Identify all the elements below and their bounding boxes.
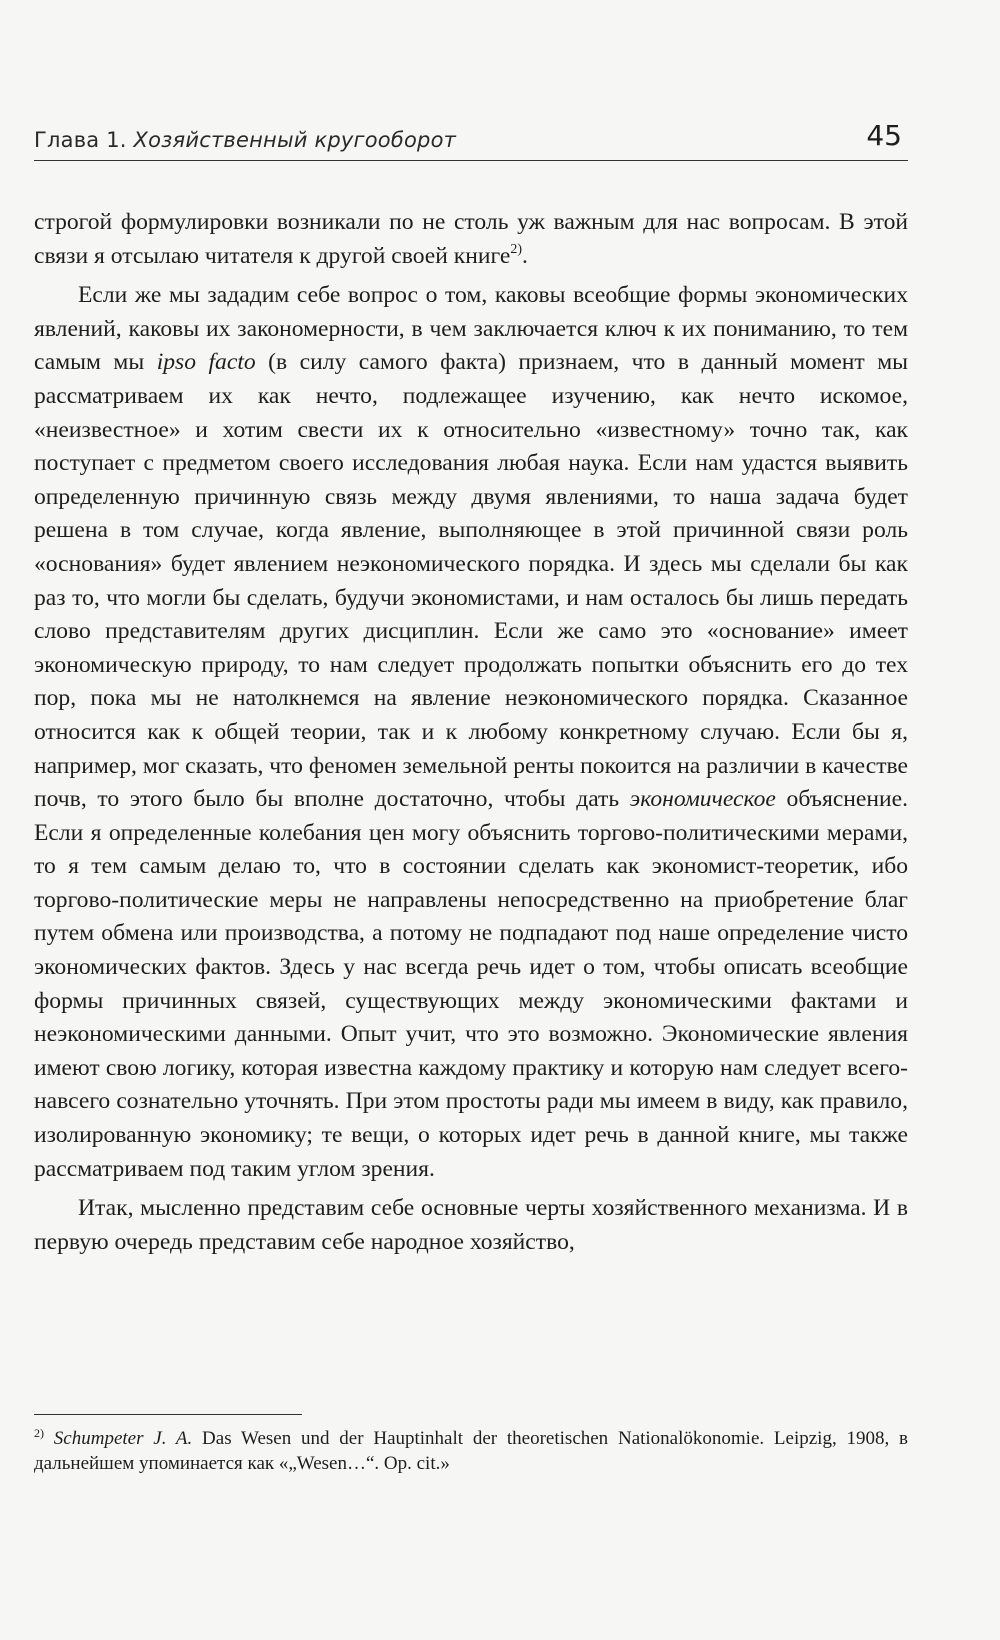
footnote-author: Schumpeter J. A. — [53, 1428, 193, 1449]
chapter-label: Глава 1. — [34, 128, 127, 152]
paragraph-3 — [34, 1192, 908, 1259]
paragraph-2-part-a: Если же мы зададим себе вопрос о том, каковы всеобщие формы экономических явлений, каковы их закономерности, в чем заключается ключ к их пониманию, то тем самым мы — [34, 282, 908, 376]
page-number: 45 — [866, 119, 902, 152]
footnote — [34, 1426, 908, 1476]
ipso-facto-italic: ipso facto — [156, 349, 256, 376]
main-text — [34, 206, 908, 1259]
paragraph-1-end: . — [522, 242, 528, 269]
paragraph-1-text: строгой формулировки возникали по не столь уж важным для нас вопросам. В этой связи я отсылаю читателя к другой своей книге — [34, 209, 908, 269]
paragraph-2 — [34, 279, 908, 1186]
footnote-text: Das Wesen und der Hauptinhalt der theoretischen Nationalökonomie. Leipzig, 1908, в дальнейшем упоминается как «„Wesen…“. Op. cit.» — [34, 1428, 909, 1474]
chapter-title: Хозяйственный кругооборот — [133, 128, 457, 152]
paragraph-1 — [34, 206, 908, 273]
paragraph-2-part-b: (в силу самого факта) признаем, что в данный момент мы рассматриваем их как нечто, подлежащее изучению, как нечто искомое, «неизвестное» и хотим свести их к относительно «известному» точно так, как поступает с предметом своего исследования любая наука. Если нам удастся выявить определенную причинную связь между двумя явлениями, то наша задача будет решена в том случае, когда явление, выполняющее в этой причинной связи роль «основания» будет явлением неэкономического порядка. И здесь мы сделали бы как раз то, что могли бы сделать, будучи экономистами, и нам осталось бы лишь передать слово представителям других дисциплин. Если же само это «основание» имеет экономическую природу, то нам следует продолжать попытки объяснить его до тех пор, пока мы не натолкнемся на явление неэкономического порядка. Сказанное относится как к общей теории, так и к любому конкретному случаю. Если бы я, например, мог сказать, что феномен земельной ренты покоится на различии в качестве почв, то этого было бы вполне достаточно, чтобы дать — [34, 349, 909, 813]
economic-emphasis-italic: экономическое — [629, 786, 776, 813]
chapter-heading — [34, 128, 456, 152]
paragraph-2-part-c: объяснение. Если я определенные колебания цен могу объяснить торгово-политическими мерами, то я тем самым делаю то, что в состоянии сделать как экономист-теоретик, ибо торгово-политические меры не направлены непосредственно на приобретение благ путем обмена или производства, а потому не подпадают под наше определение чисто экономических фактов. Здесь у нас всегда речь идет о том, чтобы описать всеобщие формы причинных связей, существующих между экономическими фактами и неэкономическими данными. Опыт учит, что это возможно. Экономические явления имеют свою логику, которая известна каждому практику и которую нам следует всего-навсего сознательно уточнять. При этом простоты ради мы имеем в виду, как правило, изолированную экономику; те вещи, о которых идет речь в данной книге, мы также рассматриваем под таким углом зрения. — [34, 786, 909, 1182]
footnote-divider — [34, 1414, 302, 1415]
footnote-reference[interactable]: 2) — [510, 241, 523, 257]
paragraph-3-text: Итак, мысленно представим себе основные черты хозяйственного механизма. И в первую очередь представим себе народное хозяйство, — [34, 1195, 908, 1255]
footnote-number: 2) — [34, 1426, 44, 1440]
running-header — [34, 112, 908, 161]
